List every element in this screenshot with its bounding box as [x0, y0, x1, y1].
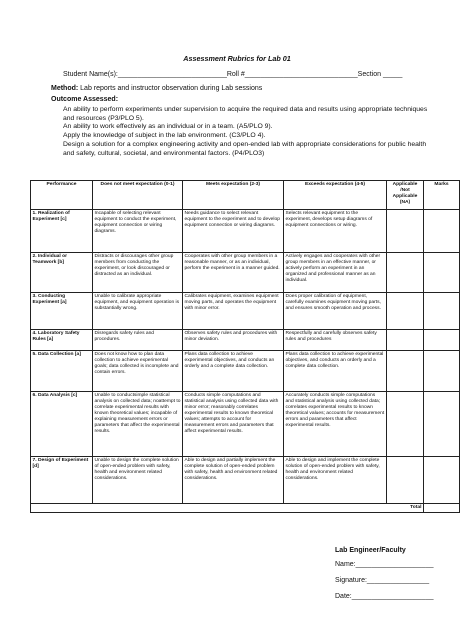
method-line: [51, 85, 262, 92]
name-line[interactable]: Name:____________________: [335, 561, 434, 568]
marks-cell[interactable]: [424, 392, 460, 457]
outcome-item: Apply the knowledge of subject in the lab environment. (C3/PLO 4).: [63, 132, 266, 140]
signature-line[interactable]: Signature:________________: [335, 577, 430, 584]
total-row: [31, 504, 460, 513]
applicable-cell[interactable]: [387, 351, 424, 392]
applicable-cell[interactable]: [387, 457, 424, 504]
header-applicable: Applicable /Not Applicable (NA): [387, 181, 424, 210]
does-not-meet-cell: Unable to calibrate appropriate equipment, and equipment operation is substantially wrong.: [93, 293, 183, 330]
marks-cell[interactable]: [424, 253, 460, 293]
does-not-meet-cell: Unable to conductsimple statistical analysis on collected data; noattempt to correlate experimental results with known theoretical values; incapable of explaining measurement errors or parameters that affect the experimental results.: [93, 392, 183, 457]
exceeds-cell: Accurately conducts simple computations and statistical analysis using collected data; correlates experimental results to known theoretical values; accounts for measurement errors and parameters that affect experimental results.: [284, 392, 387, 457]
header-exceeds: Exceeds expectation (4-5): [284, 181, 387, 210]
rubric-table: [30, 180, 460, 513]
outcome-item: Design a solution for a complex engineering activity and open-ended lab with appropriate considerations for public health and safety, cultural, societal, and environmental factors. (P4/PLO3): [63, 140, 427, 157]
meets-cell: Needs guidance to select relevant equipment to the experiment and to develop equipment connection or wiring diagrams.: [183, 210, 284, 253]
marks-cell[interactable]: [424, 210, 460, 253]
exceeds-cell: Able to design and implement the complete solution of open-ended problem with safety, health and environment related considerations.: [284, 457, 387, 504]
date-line[interactable]: Date:_____________________: [335, 593, 434, 600]
signature-heading: Lab Engineer/Faculty: [335, 547, 406, 554]
performance-cell: 7. Design of Experiment [d]: [31, 457, 93, 504]
outcome-item: An ability to perform experiments under supervision to acquire the required data and results using appropriate techniques and resources (P3/PLO 5).: [63, 106, 428, 122]
total-label: Total: [31, 504, 424, 513]
applicable-cell[interactable]: [387, 392, 424, 457]
marks-cell[interactable]: [424, 293, 460, 330]
meets-cell: Observes safety rules and procedures with minor deviation.: [183, 330, 284, 351]
header-does-not-meet: Does not meet expectation (0-1): [93, 181, 183, 210]
table-row: [31, 392, 460, 457]
total-marks-cell[interactable]: [424, 504, 460, 513]
does-not-meet-cell: Incapable of selecting relevant equipment to conduct the experiment, equipment connection or wiring diagrams.: [93, 210, 183, 253]
exceeds-cell: Respectfully and carefully observes safety rules and procedures: [284, 330, 387, 351]
marks-cell[interactable]: [424, 457, 460, 504]
header-marks: Marks: [424, 181, 460, 210]
outcome-heading: Outcome Assessed:: [51, 96, 119, 103]
method-text: Lab reports and instructor observation during Lab sessions: [78, 85, 263, 92]
performance-cell: 4. Laboratory Safety Rules [a]: [31, 330, 93, 351]
student-info-line: Student Name(s):____________________________Roll #_____________________________Section _____: [63, 71, 403, 78]
table-row: [31, 293, 460, 330]
does-not-meet-cell: Distracts or discourages other group members from conducting the experiment, or look discouraged or distracted as an individual.: [93, 253, 183, 293]
table-row: [31, 210, 460, 253]
table-row: [31, 330, 460, 351]
does-not-meet-cell: Does not know how to plan data collection to achieve experimental goals; data collected is incomplete and contain errors.: [93, 351, 183, 392]
applicable-cell[interactable]: [387, 253, 424, 293]
method-label: Method:: [51, 85, 79, 92]
performance-cell: 6. Data Analysis [c]: [31, 392, 93, 457]
header-meets: Meets expectation (2-3): [183, 181, 284, 210]
meets-cell: Conducts simple computations and statistical analysis using collected data with minor error; reasonably correlates experimental results to known theoretical values; attempts to account for measurement errors and parameters that affect experimental results.: [183, 392, 284, 457]
signature-block: [335, 547, 434, 609]
exceeds-cell: Plans data collection to achieve experimental objectives, and conducts an orderly and a complete data collection.: [284, 351, 387, 392]
applicable-cell[interactable]: [387, 210, 424, 253]
table-header-row: [31, 181, 460, 210]
table-row: [31, 457, 460, 504]
exceeds-cell: Does proper calibration of equipment, carefully examines equipment moving parts, and ensures smooth operation and process.: [284, 293, 387, 330]
meets-cell: Able to design and partially implement the complete solution of open-ended problem with safety, health and environment related considerations.: [183, 457, 284, 504]
marks-cell[interactable]: [424, 351, 460, 392]
table-row: [31, 351, 460, 392]
header-performance: Performance: [31, 181, 93, 210]
marks-cell[interactable]: [424, 330, 460, 351]
meets-cell: Plans data collection to achieve experimental objectives, and conducts an orderly and a complete data collection.: [183, 351, 284, 392]
performance-cell: 5. Data Collection [a]: [31, 351, 93, 392]
performance-cell: 2. Individual or Teamwork [b]: [31, 253, 93, 293]
does-not-meet-cell: Disregards safety rules and procedures.: [93, 330, 183, 351]
exceeds-cell: Actively engages and cooperates with other group members in an effective manner, or actively perform an experiment in an organized and professional manner as an individual.: [284, 253, 387, 293]
outcome-item: An ability to work effectively as an individual or in a team. (A5/PLO 9).: [63, 123, 273, 131]
outcome-list: [63, 106, 433, 158]
does-not-meet-cell: Unable to design the complete solution of open-ended problem with safety, health and environment related considerations.: [93, 457, 183, 504]
table-row: [31, 253, 460, 293]
applicable-cell[interactable]: [387, 330, 424, 351]
page-title: Assessment Rubrics for Lab 01: [183, 54, 291, 63]
meets-cell: Calibrates equipment, examines equipment moving parts, and operates the equipment with minor error.: [183, 293, 284, 330]
meets-cell: Cooperates with other group members in a reasonable manner, or as an individual, perform the experiment in a manner guided.: [183, 253, 284, 293]
exceeds-cell: Selects relevant equipment to the experiment, develops setup diagrams of equipment connections or wiring.: [284, 210, 387, 253]
performance-cell: 1. Realization of Experiment [c]: [31, 210, 93, 253]
applicable-cell[interactable]: [387, 293, 424, 330]
performance-cell: 3. Conducting Experiment [a]: [31, 293, 93, 330]
